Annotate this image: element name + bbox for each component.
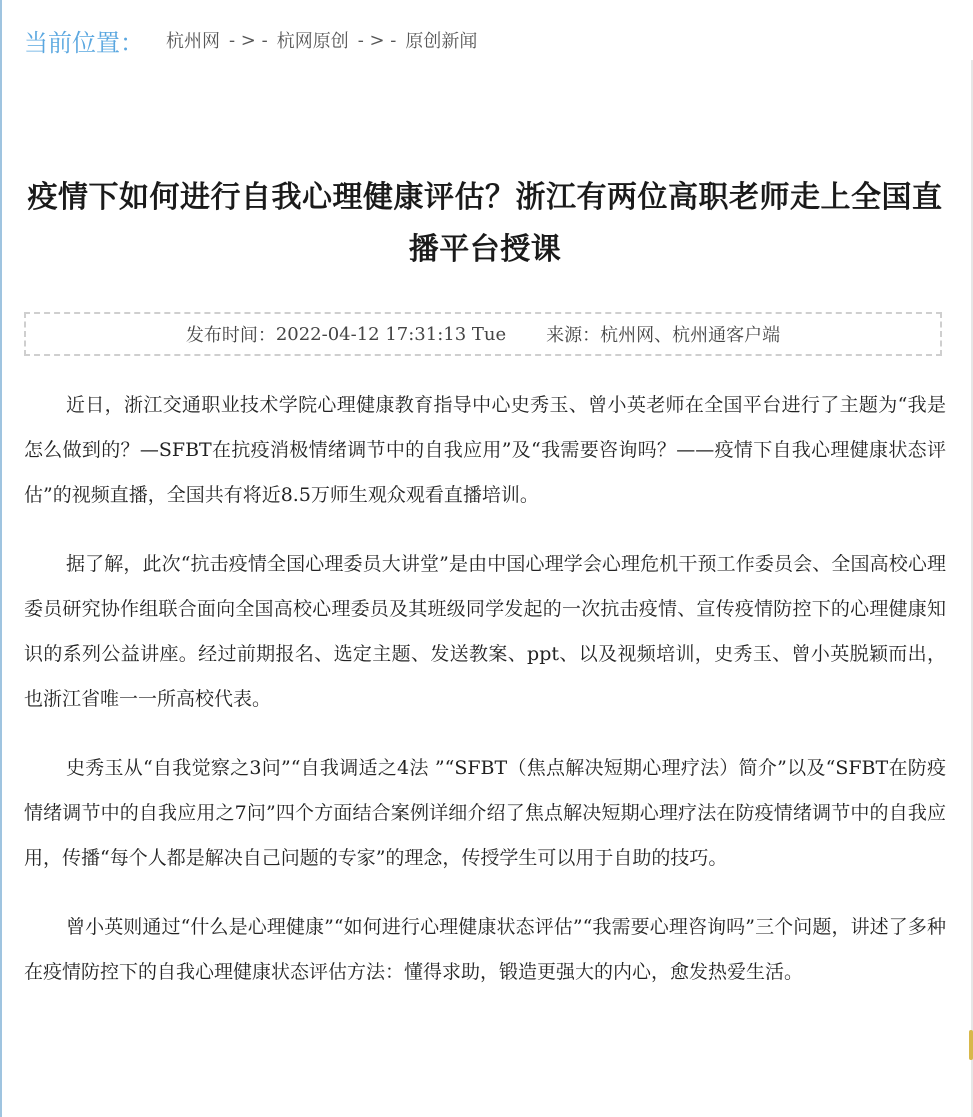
breadcrumb <box>24 22 477 58</box>
breadcrumb-separator: - > - <box>229 29 268 51</box>
article-paragraph: 近日，浙江交通职业技术学院心理健康教育指导中心史秀玉、曾小英老师在全国平台进行了主题为“我是怎么做到的？—SFBT在抗疫消极情绪调节中的自我应用”及“我需要咨询吗？——疫情下自我心理健康状态评估”的视频直播，全国共有将近8.5万师生观众观看直播培训。 <box>24 394 946 506</box>
breadcrumb-item-original[interactable]: 杭网原创 <box>276 31 349 52</box>
breadcrumb-separator: - > - <box>357 29 397 51</box>
article-paragraph: 曾小英则通过“什么是心理健康”“如何进行心理健康状态评估”“我需要心理咨询吗”三个问题，讲述了多种在疫情防控下的自我心理健康状态评估方法：懂得求助，锻造更强大的内心，愈发热爱生活。 <box>24 916 946 983</box>
article-paragraph: 史秀玉从“自我觉察之3问”“自我调适之4法 ”“SFBT（焦点解决短期心理疗法）简介”以及“SFBT在防疫情绪调节中的自我应用之7问”四个方面结合案例详细介绍了焦点解决短期心理疗法在防疫情绪调节中的自我应用，传播“每个人都是解决自己问题的专家”的理念，传授学生可以用于自助的技巧。 <box>24 757 946 869</box>
article-meta <box>24 312 942 356</box>
article-title: 疫情下如何进行自我心理健康评估？浙江有两位高职老师走上全国直播平台授课 <box>27 180 943 268</box>
page-left-border <box>0 0 2 1117</box>
scrollbar-thumb[interactable] <box>969 1030 973 1060</box>
article-body <box>24 383 946 1019</box>
breadcrumb-item-original-news[interactable]: 原创新闻 <box>405 31 478 52</box>
breadcrumb-item-hangzhou[interactable]: 杭州网 <box>166 31 220 52</box>
publish-time-label: 发布时间： <box>185 325 276 346</box>
breadcrumb-label: 当前位置： <box>24 28 144 57</box>
article-paragraph: 据了解，此次“抗击疫情全国心理委员大讲堂”是由中国心理学会心理危机干预工作委员会、全国高校心理委员研究协作组联合面向全国高校心理委员及其班级同学发起的一次抗击疫情、宣传疫情防控下的心理健康知识的系列公益讲座。经过前期报名、选定主题、发送教案、ppt、以及视频培训，史秀玉、曾小英脱颖而出，也浙江省唯一一所高校代表。 <box>24 553 946 710</box>
publish-time: 2022-04-12 17:31:13 Tue <box>275 323 507 345</box>
source-label: 来源： <box>546 325 601 346</box>
source-name: 杭州网、杭州通客户端 <box>600 325 781 346</box>
